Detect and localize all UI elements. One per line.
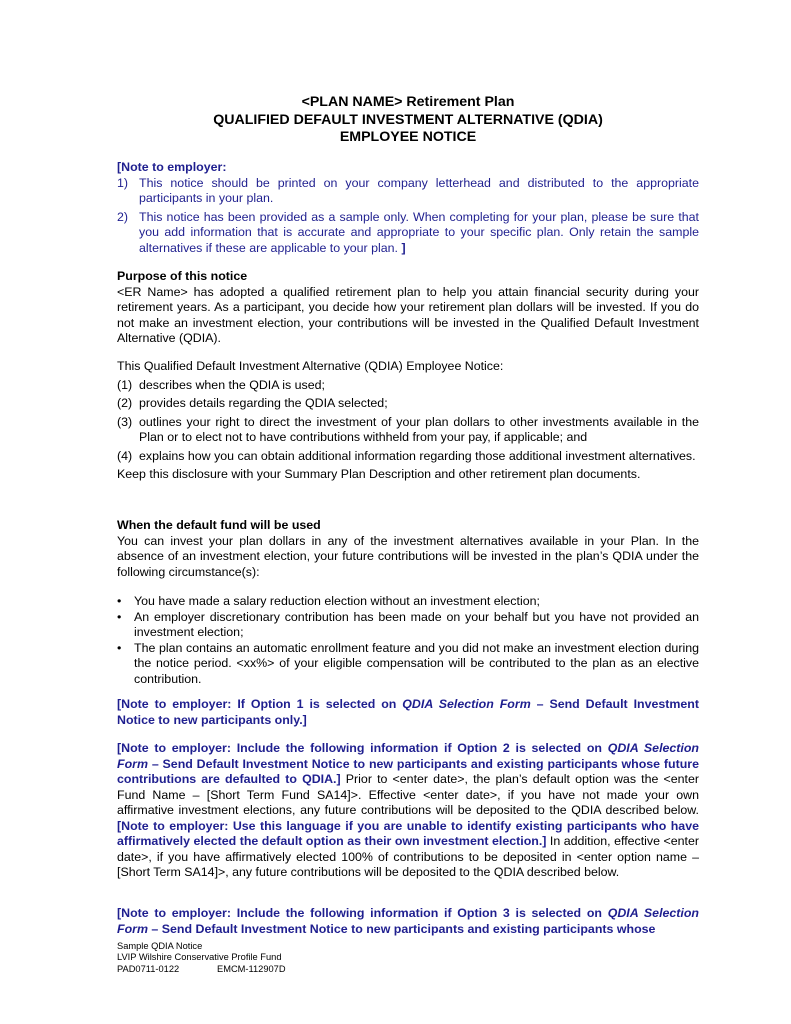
notice-intro: This Qualified Default Investment Alternative (QDIA) Employee Notice: (117, 359, 504, 373)
qdia-form-name: QDIA Selection Form (117, 906, 699, 936)
item-number: (4) (117, 448, 133, 463)
default-fund-text: You can invest your plan dollars in any of the investment alternatives available in your Plan. In the absence of an investment election, your future contributions will be invested in the plan’s QDIA under the following circumstance(s): (117, 533, 699, 579)
option1-text: [Note to employer: If Option 1 is selected on (117, 697, 403, 711)
footer-doc-name: Sample QDIA Notice (117, 941, 203, 951)
employer-note-item (117, 210, 699, 257)
purpose-heading: Purpose of this notice (117, 269, 248, 283)
option2-inline-note: [Note to employer: Use this language if you are unable to identify existing participants who have affirmatively elected the default option as their own investment election.] (117, 818, 699, 848)
item-number: (3) (117, 414, 133, 429)
bullet-text: An employer discretionary contribution has been made on your behalf but you have not provided an investment election; (134, 609, 699, 639)
list-item (117, 641, 699, 688)
option1-text-end: – Send Default Investment Notice to new participants only.] (117, 697, 699, 727)
item-number: 2) (117, 209, 129, 224)
title-plan-name: <PLAN NAME> Retirement Plan (301, 94, 515, 110)
title-employee-notice: EMPLOYEE NOTICE (339, 129, 477, 145)
qdia-form-name: QDIA Selection Form (117, 741, 699, 771)
notice-section (117, 359, 699, 483)
notice-item (117, 415, 699, 446)
item-text: This notice should be printed on your company letterhead and distributed to the appropriate participants in your plan. (139, 175, 699, 205)
employer-note-item (117, 176, 699, 207)
option3-note (117, 906, 699, 937)
option3-text-end: – Send Default Investment Notice to new participants and existing participants whose (147, 921, 656, 936)
qdia-form-name: QDIA Selection Form (402, 697, 531, 711)
footer-code-1: PAD0711-0122 (117, 963, 180, 974)
footer-code-2: EMCM-112907D (217, 963, 286, 974)
footer-codes (117, 964, 286, 975)
list-item (117, 594, 699, 610)
document-title (117, 94, 699, 147)
item-text: This notice has been provided as a sample only. When completing for your plan, please be sure that you add information that is accurate and appropriate to your specific plan. Only retain the sample alternatives if these are applicable to your plan. (139, 209, 699, 255)
keep-disclosure-text: Keep this disclosure with your Summary Plan Description and other retirement plan documents. (117, 467, 641, 481)
item-text: outlines your right to direct the investment of your plan dollars to other investments available in the Plan or to elect not to have contributions withheld from your pay, if applicable; and (139, 414, 699, 444)
option2-body: Prior to <enter date>, the plan’s default option was the <enter Fund Name – [Short Term Fund SA14]>. Effective <enter date>, if you have not made your own affirmative investment elections, any future contributions will be deposited to the QDIA described below. (117, 772, 700, 817)
purpose-text: <ER Name> has adopted a qualified retirement plan to help you attain financial security during your retirement years. As a participant, you decide how your retirement plan dollars will be invested. If you do not make an investment election, your contributions will be invested in the Qualified Default Investment Alternative (QDIA). (117, 284, 699, 345)
bullet-icon: • (117, 640, 122, 655)
option2-body-end: In addition, effective <enter date>, if you have affirmatively elected 100% of contributions to be deposited in <enter option name – [Short Term SA14]>, any future contributions will be deposited to the QDIA described below. (117, 834, 699, 879)
option2-note (117, 741, 699, 881)
item-text: describes when the QDIA is used; (139, 377, 325, 392)
item-number: (1) (117, 377, 133, 392)
notice-item (117, 378, 699, 394)
employer-note-heading: [Note to employer: (117, 160, 227, 174)
bullet-icon: • (117, 609, 122, 624)
option1-note (117, 697, 699, 728)
notice-item (117, 449, 699, 465)
item-text: explains how you can obtain additional information regarding those additional investment alternatives. (139, 448, 696, 463)
option2-note-start: [Note to employer: Include the following information if Option 2 is selected on (117, 741, 608, 755)
footer-fund-name: LVIP Wilshire Conservative Profile Fund (117, 952, 282, 963)
option2-note-end: – Send Default Investment Notice to new participants and existing participants whose future contributions are defaulted to QDIA.] (117, 756, 699, 786)
bullet-icon: • (117, 594, 122, 608)
item-text: provides details regarding the QDIA selected; (139, 396, 388, 410)
employer-note (117, 160, 699, 256)
bullet-text: The plan contains an automatic enrollment feature and you did not make an investment election during the notice period. <xx%> of your eligible compensation will be contributed to the plan as an elective contribution. (134, 640, 699, 686)
note-close-bracket: ] (401, 240, 406, 255)
title-qdia: QUALIFIED DEFAULT INVESTMENT ALTERNATIVE (QDIA) (213, 111, 603, 128)
default-fund-heading: When the default fund will be used (117, 518, 321, 532)
default-fund-section (117, 518, 699, 580)
list-item (117, 610, 699, 641)
option3-text: [Note to employer: Include the following information if Option 3 is selected on (117, 906, 608, 920)
bullet-text: You have made a salary reduction election without an investment election; (134, 594, 540, 608)
notice-item (117, 396, 699, 412)
item-number: 1) (117, 175, 129, 190)
circumstance-list (117, 594, 699, 687)
page-footer (117, 941, 286, 975)
item-number: (2) (117, 396, 133, 410)
purpose-section (117, 269, 699, 347)
